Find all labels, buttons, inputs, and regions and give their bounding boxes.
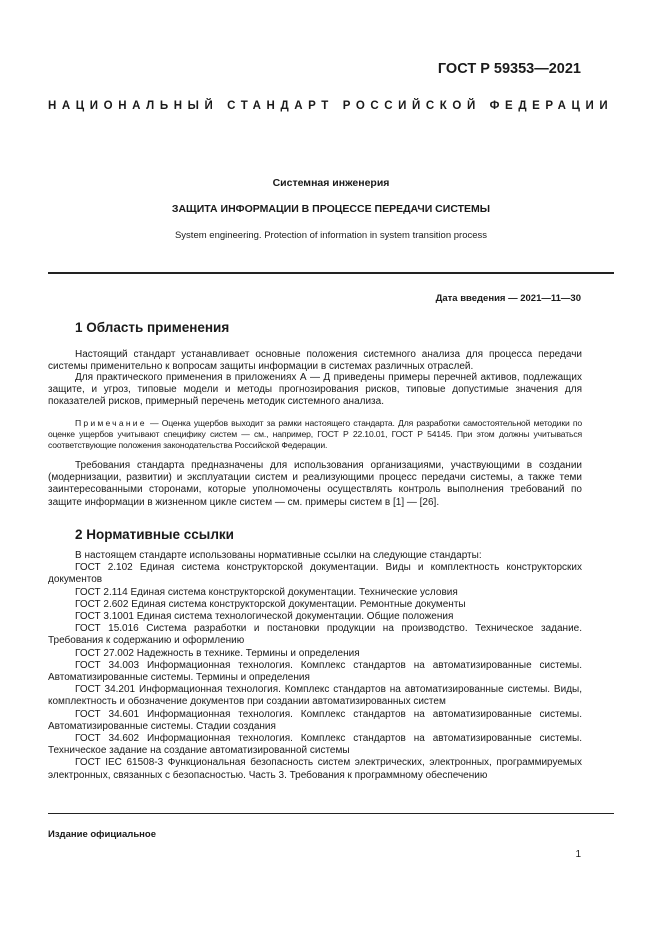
reference-item: ГОСТ 27.002 Надежность в технике. Термины и определения — [75, 647, 360, 659]
note-body: — Оценка ущербов выходит за рамки настоящего стандарта. Для разработки самостоятельной методики по оценке ущербов учитывают специфику систем — см., например, ГОСТ Р 22.10.01, ГОСТ Р 54145. При этом должны учитываться соответствующие положения законодательства Российской Федерации. — [48, 418, 582, 450]
reference-item: ГОСТ 2.114 Единая система конструкторской документации. Технические условия — [75, 586, 458, 598]
reference-item: ГОСТ 34.601 Информационная технология. Комплекс стандартов на автоматизированные системы. Автоматизированные системы. Стадии создания — [48, 708, 582, 732]
national-standard-banner: НАЦИОНАЛЬНЫЙ СТАНДАРТ РОССИЙСКОЙ ФЕДЕРАЦИИ — [48, 100, 614, 112]
reference-item: ГОСТ IEC 61508-3 Функциональная безопасность систем электрических, электронных, программируемых электронных, связанных с безопасностью. Часть 3. Требования к программному обеспечению — [48, 757, 582, 781]
section-1-paragraph — [48, 349, 582, 373]
reference-item: ГОСТ 34.003 Информационная технология. Комплекс стандартов на автоматизированные системы. Автоматизированные системы. Термины и определения — [48, 659, 582, 684]
title-divider — [48, 272, 614, 274]
official-edition-label: Издание официальное — [48, 829, 156, 840]
standard-field: Системная инженерия — [272, 177, 390, 189]
reference-item: ГОСТ 34.201 Информационная технология. Комплекс стандартов на автоматизированные системы. Виды, комплектность и обозначение документов при создании автоматизированных систем — [48, 684, 582, 708]
section-2-heading: 2 Нормативные ссылки — [75, 527, 234, 542]
normative-references-list — [48, 550, 582, 782]
page-number: 1 — [575, 849, 581, 860]
references-intro: В настоящем стандарте использованы нормативные ссылки на следующие стандарты: — [75, 550, 482, 561]
reference-item: ГОСТ 34.602 Информационная технология. Комплекс стандартов на автоматизированные системы. Техническое задание на создание автоматизированной системы — [48, 733, 582, 757]
reference-item: ГОСТ 3.1001 Единая система технологической документации. Общие положения — [75, 611, 454, 623]
section-1-note — [48, 418, 582, 451]
section-1-paragraph — [48, 460, 582, 509]
section-1-paragraph — [48, 372, 582, 409]
reference-item: ГОСТ 2.602 Единая система конструкторской документации. Ремонтные документы — [75, 598, 466, 610]
reference-item: ГОСТ 2.102 Единая система конструкторской документации. Виды и комплектность конструкторских документов — [48, 562, 582, 586]
section-1-heading: 1 Область применения — [75, 320, 230, 335]
note-label: Примечание — [75, 418, 147, 428]
document-title-ru: ЗАЩИТА ИНФОРМАЦИИ В ПРОЦЕССЕ ПЕРЕДАЧИ СИСТЕМЫ — [171, 203, 491, 215]
introduction-date: Дата введения — 2021—11—30 — [435, 293, 581, 304]
footer-divider — [48, 813, 614, 814]
reference-item: ГОСТ 15.016 Система разработки и постановки продукции на производство. Техническое задание. Требования к содержанию и оформлению — [48, 623, 582, 647]
paragraph-text: Для практического применения в приложениях А — Д приведены примеры перечней активов, подлежащих защите, и угроз, типовые модели и методы прогнозирования рисков, типовые допустимые значения для показателей рисков, примерный перечень методик системного анализа. — [48, 372, 582, 408]
document-title-en: System engineering. Protection of information in system transition process — [174, 230, 488, 241]
paragraph-text: Настоящий стандарт устанавливает основные положения системного анализа для процесса передачи системы применительно к вопросам защиты информации в системах различных отраслей. — [48, 349, 582, 373]
document-number: ГОСТ Р 59353—2021 — [437, 61, 581, 77]
note-text — [48, 418, 582, 451]
paragraph-text: Требования стандарта предназначены для использования организациями, участвующими в создании (модернизации, развитии) и эксплуатации систем и реализующими процесс передачи системы, а также теми заинтересованными сторонами, которые уполномочены осуществлять контроль выполнения требований по защите информации в жизненном цикле систем — см. примеры систем в [1] — [26]. — [48, 460, 582, 508]
